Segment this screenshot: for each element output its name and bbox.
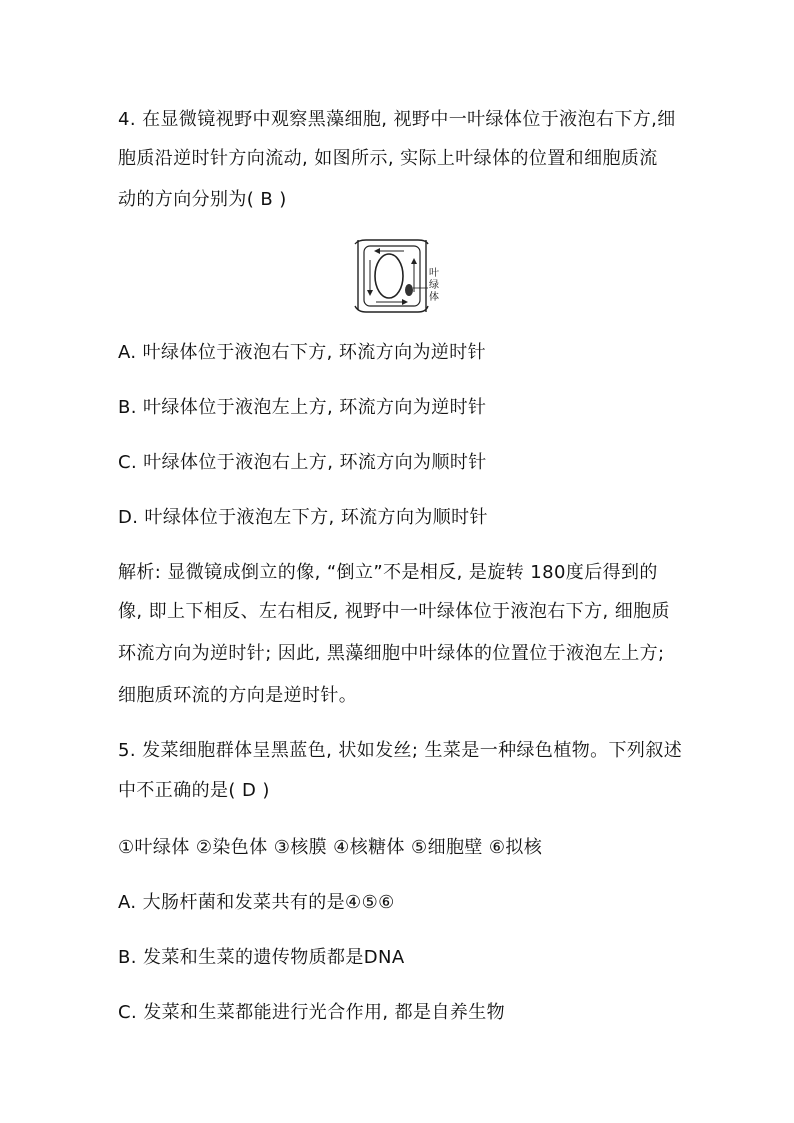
q5-option-a: A. 大肠杆菌和发菜共有的是④⑤⑥: [118, 892, 395, 913]
q4-analysis-line-4: 细胞质环流的方向是逆时针。: [118, 685, 358, 706]
q5-option-c: C. 发菜和生菜都能进行光合作用, 都是自养生物: [118, 1002, 506, 1023]
figure-label-char-3: 体: [429, 292, 439, 303]
q4-stem-line-1: 4. 在显微镜视野中观察黑藻细胞, 视野中一叶绿体位于液泡右下方,细: [118, 109, 676, 130]
q5-stem-line-2: 中不正确的是( D ): [118, 780, 270, 801]
q5-items: ①叶绿体 ②染色体 ③核膜 ④核糖体 ⑤细胞壁 ⑥拟核: [118, 837, 543, 858]
q4-analysis-line-3: 环流方向为逆时针; 因此, 黑藻细胞中叶绿体的位置位于液泡左上方;: [118, 643, 665, 664]
q4-stem-line-3: 动的方向分别为( B ): [118, 189, 287, 210]
q4-analysis-line-1: 解析: 显微镜成倒立的像, “倒立”不是相反, 是旋转 180度后得到的: [118, 562, 658, 583]
q4-option-a: A. 叶绿体位于液泡右下方, 环流方向为逆时针: [118, 342, 487, 363]
q4-option-b: B. 叶绿体位于液泡左上方, 环流方向为逆时针: [118, 397, 487, 418]
q5-stem-line-1: 5. 发菜细胞群体呈黑蓝色, 状如发丝; 生菜是一种绿色植物。下列叙述: [118, 740, 683, 761]
figure-label-char-1: 叶: [429, 268, 439, 279]
q5-option-b: B. 发菜和生菜的遗传物质都是DNA: [118, 947, 405, 968]
figure-label-char-2: 绿: [429, 280, 439, 291]
q4-option-d: D. 叶绿体位于液泡左下方, 环流方向为顺时针: [118, 507, 488, 528]
q4-option-c: C. 叶绿体位于液泡右上方, 环流方向为顺时针: [118, 452, 487, 473]
q4-stem-line-2: 胞质沿逆时针方向流动, 如图所示, 实际上叶绿体的位置和细胞质流: [118, 148, 658, 169]
q4-analysis-line-2: 像, 即上下相反、左右相反, 视野中一叶绿体位于液泡右下方, 细胞质: [118, 601, 670, 622]
